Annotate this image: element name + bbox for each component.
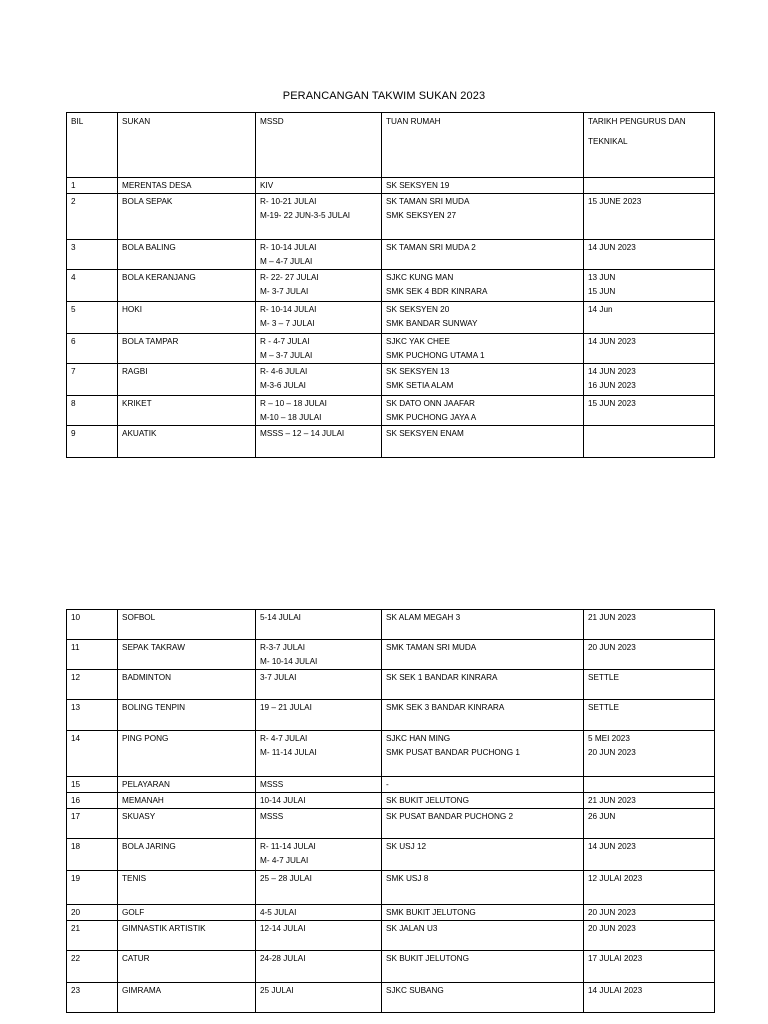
- cell-tarikh-line: 14 JUN 2023: [588, 367, 636, 376]
- cell-sukan: SOFBOL: [118, 610, 256, 640]
- cell-bil: 4: [67, 270, 118, 302]
- cell-tarikh-line: 16 JUN 2023: [588, 381, 636, 390]
- cell-tarikh-line: 20 JUN 2023: [588, 748, 636, 757]
- cell-bil: 16: [67, 793, 118, 809]
- table-row: [67, 670, 715, 700]
- cell-mssd-line: MSSS: [260, 780, 284, 789]
- cell-tuan-rumah-line: SMK SEK 4 BDR KINRARA: [386, 287, 488, 296]
- cell-bil: 12: [67, 670, 118, 700]
- table-row: [67, 700, 715, 731]
- cell-mssd: [256, 426, 382, 458]
- cell-bil: 6: [67, 334, 118, 364]
- table-row: [67, 983, 715, 1013]
- cell-bil: 5: [67, 302, 118, 334]
- cell-mssd-line: R- 10-21 JULAI: [260, 197, 317, 206]
- cell-mssd-line: KIV: [260, 181, 274, 190]
- cell-tuan-rumah-line: SK BUKIT JELUTONG: [386, 954, 469, 963]
- cell-tuan-rumah: [382, 839, 584, 871]
- cell-tarikh-line: 14 JULAI 2023: [588, 986, 643, 995]
- cell-mssd-line: R- 11-14 JULAI: [260, 842, 316, 851]
- cell-bil: 10: [67, 610, 118, 640]
- cell-tarikh: [584, 921, 715, 951]
- cell-tuan-rumah-line: SK TAMAN SRI MUDA 2: [386, 243, 476, 252]
- cell-tarikh-line: 15 JUN 2023: [588, 399, 636, 408]
- cell-tarikh: [584, 905, 715, 921]
- cell-mssd: [256, 839, 382, 871]
- cell-tuan-rumah-line: SMK SETIA ALAM: [386, 381, 454, 390]
- cell-sukan: RAGBI: [118, 364, 256, 396]
- cell-tarikh: [584, 194, 715, 240]
- header-tarikh: [584, 113, 715, 178]
- cell-tuan-rumah: [382, 240, 584, 270]
- cell-tarikh-line: 5 MEI 2023: [588, 734, 630, 743]
- cell-tarikh-line: 14 JUN 2023: [588, 842, 636, 851]
- cell-tuan-rumah: [382, 951, 584, 983]
- cell-tuan-rumah-line: SMK BUKIT JELUTONG: [386, 908, 476, 917]
- cell-tuan-rumah: [382, 364, 584, 396]
- cell-mssd: [256, 905, 382, 921]
- cell-tarikh: [584, 240, 715, 270]
- cell-tuan-rumah: [382, 700, 584, 731]
- cell-mssd-line: M-3-6 JULAI: [260, 381, 306, 390]
- table-row: [67, 194, 715, 240]
- header-tarikh-line-1: TARIKH PENGURUS DAN: [588, 117, 686, 126]
- table-row: [67, 793, 715, 809]
- cell-tarikh: [584, 364, 715, 396]
- table-row: [67, 334, 715, 364]
- cell-mssd: [256, 334, 382, 364]
- cell-tarikh-line: 21 JUN 2023: [588, 796, 636, 805]
- cell-tarikh: [584, 951, 715, 983]
- cell-tuan-rumah-line: SMK PUSAT BANDAR PUCHONG 1: [386, 748, 520, 757]
- cell-tarikh-line: 20 JUN 2023: [588, 643, 636, 652]
- table-row: [67, 302, 715, 334]
- cell-mssd: [256, 302, 382, 334]
- table-row: [67, 426, 715, 458]
- cell-mssd-line: M – 3-7 JULAI: [260, 351, 313, 360]
- cell-tuan-rumah: [382, 334, 584, 364]
- cell-bil: 18: [67, 839, 118, 871]
- cell-tarikh-line: 13 JUN: [588, 273, 616, 282]
- cell-tarikh-line: 21 JUN 2023: [588, 613, 636, 622]
- cell-mssd-line: 10-14 JULAI: [260, 796, 306, 805]
- cell-sukan: MERENTAS DESA: [118, 178, 256, 194]
- cell-tuan-rumah: [382, 194, 584, 240]
- cell-mssd-line: 5-14 JULAI: [260, 613, 301, 622]
- cell-bil: 15: [67, 777, 118, 793]
- cell-mssd: [256, 777, 382, 793]
- header-tuan-rumah: TUAN RUMAH: [382, 113, 584, 178]
- cell-tuan-rumah-line: SMK PUCHONG JAYA A: [386, 413, 477, 422]
- cell-mssd-line: R- 4-7 JULAI: [260, 734, 308, 743]
- cell-tuan-rumah-line: SK SEKSYEN ENAM: [386, 429, 464, 438]
- cell-tarikh-line: SETTLE: [588, 673, 619, 682]
- cell-tuan-rumah: [382, 178, 584, 194]
- table-row: [67, 921, 715, 951]
- header-tarikh-line-2: TEKNIKAL: [588, 137, 628, 146]
- cell-tarikh: [584, 871, 715, 905]
- cell-mssd-line: MSSS – 12 – 14 JULAI: [260, 429, 345, 438]
- cell-sukan: BADMINTON: [118, 670, 256, 700]
- cell-bil: 23: [67, 983, 118, 1013]
- cell-mssd: [256, 809, 382, 839]
- table-row: [67, 270, 715, 302]
- cell-tarikh: [584, 334, 715, 364]
- cell-bil: 14: [67, 731, 118, 777]
- cell-mssd-line: M- 10-14 JULAI: [260, 657, 318, 666]
- cell-bil: 21: [67, 921, 118, 951]
- cell-bil: 7: [67, 364, 118, 396]
- cell-mssd-line: 25 JULAI: [260, 986, 294, 995]
- cell-tarikh-line: 14 JUN 2023: [588, 337, 636, 346]
- cell-mssd: [256, 670, 382, 700]
- cell-bil: 8: [67, 396, 118, 426]
- cell-tuan-rumah-line: SMK BANDAR SUNWAY: [386, 319, 478, 328]
- header-mssd: MSSD: [256, 113, 382, 178]
- cell-tarikh: [584, 700, 715, 731]
- cell-sukan: MEMANAH: [118, 793, 256, 809]
- cell-tuan-rumah: [382, 396, 584, 426]
- cell-tuan-rumah-line: -: [386, 780, 389, 789]
- table-2-body: [67, 610, 715, 1013]
- cell-sukan: TENIS: [118, 871, 256, 905]
- cell-tarikh: [584, 640, 715, 670]
- cell-sukan: BOLA TAMPAR: [118, 334, 256, 364]
- cell-tuan-rumah: [382, 610, 584, 640]
- cell-bil: 22: [67, 951, 118, 983]
- cell-tuan-rumah-line: SJKC YAK CHEE: [386, 337, 450, 346]
- cell-tuan-rumah: [382, 809, 584, 839]
- table-row: [67, 364, 715, 396]
- cell-tarikh-line: 26 JUN: [588, 812, 616, 821]
- cell-tuan-rumah-line: SMK USJ 8: [386, 874, 429, 883]
- cell-tuan-rumah-line: SK PUSAT BANDAR PUCHONG 2: [386, 812, 514, 821]
- cell-tuan-rumah-line: SJKC SUBANG: [386, 986, 444, 995]
- table-row: [67, 839, 715, 871]
- table-row: [67, 731, 715, 777]
- table-row: [67, 610, 715, 640]
- cell-tarikh-line: 15 JUNE 2023: [588, 197, 642, 206]
- cell-sukan: PING PONG: [118, 731, 256, 777]
- cell-sukan: AKUATIK: [118, 426, 256, 458]
- sports-calendar-table-1: [66, 112, 715, 458]
- cell-tarikh: [584, 793, 715, 809]
- cell-tarikh-line: 17 JULAI 2023: [588, 954, 643, 963]
- cell-mssd: [256, 921, 382, 951]
- cell-tarikh: [584, 302, 715, 334]
- cell-tuan-rumah: [382, 426, 584, 458]
- table-row: [67, 396, 715, 426]
- cell-tarikh-line: SETTLE: [588, 703, 619, 712]
- cell-tuan-rumah: [382, 640, 584, 670]
- sports-calendar-table-2: [66, 609, 715, 1013]
- cell-mssd: [256, 793, 382, 809]
- cell-mssd-line: M- 3 – 7 JULAI: [260, 319, 315, 328]
- cell-tuan-rumah-line: SK TAMAN SRI MUDA: [386, 197, 470, 206]
- cell-tarikh: [584, 610, 715, 640]
- table-row: [67, 178, 715, 194]
- cell-tarikh: [584, 809, 715, 839]
- cell-bil: 1: [67, 178, 118, 194]
- cell-tuan-rumah-line: SK SEKSYEN 13: [386, 367, 450, 376]
- cell-tuan-rumah-line: SK JALAN U3: [386, 924, 438, 933]
- cell-bil: 9: [67, 426, 118, 458]
- cell-sukan: GIMRAMA: [118, 983, 256, 1013]
- cell-bil: 3: [67, 240, 118, 270]
- cell-bil: 11: [67, 640, 118, 670]
- cell-tarikh: [584, 839, 715, 871]
- table-row: [67, 905, 715, 921]
- cell-bil: 2: [67, 194, 118, 240]
- cell-mssd: [256, 396, 382, 426]
- cell-tuan-rumah: [382, 793, 584, 809]
- cell-tuan-rumah-line: SK SEKSYEN 19: [386, 181, 450, 190]
- cell-mssd-line: R – 10 – 18 JULAI: [260, 399, 327, 408]
- cell-sukan: BOLA BALING: [118, 240, 256, 270]
- cell-mssd: [256, 610, 382, 640]
- cell-mssd-line: 3-7 JULAI: [260, 673, 297, 682]
- cell-tarikh-line: 14 Jun: [588, 305, 613, 314]
- cell-tuan-rumah: [382, 921, 584, 951]
- cell-tarikh: [584, 983, 715, 1013]
- cell-mssd: [256, 951, 382, 983]
- cell-bil: 13: [67, 700, 118, 731]
- cell-mssd-line: R- 10-14 JULAI: [260, 243, 317, 252]
- table-1-body: [67, 113, 715, 458]
- table-row: [67, 640, 715, 670]
- cell-tarikh: [584, 396, 715, 426]
- cell-tuan-rumah-line: SK ALAM MEGAH 3: [386, 613, 461, 622]
- cell-sukan: SEPAK TAKRAW: [118, 640, 256, 670]
- cell-tuan-rumah: [382, 871, 584, 905]
- cell-tuan-rumah: [382, 270, 584, 302]
- cell-mssd-line: 19 – 21 JULAI: [260, 703, 312, 712]
- cell-mssd: [256, 983, 382, 1013]
- cell-mssd-line: R- 4-6 JULAI: [260, 367, 308, 376]
- cell-bil: 17: [67, 809, 118, 839]
- cell-mssd: [256, 240, 382, 270]
- cell-tuan-rumah-line: SMK SEK 3 BANDAR KINRARA: [386, 703, 505, 712]
- cell-tarikh-line: 20 JUN 2023: [588, 908, 636, 917]
- cell-sukan: BOLA SEPAK: [118, 194, 256, 240]
- table-row: [67, 951, 715, 983]
- cell-tarikh: [584, 670, 715, 700]
- cell-tuan-rumah-line: SMK TAMAN SRI MUDA: [386, 643, 477, 652]
- cell-tarikh-line: 14 JUN 2023: [588, 243, 636, 252]
- cell-tuan-rumah-line: SMK SEKSYEN 27: [386, 211, 457, 220]
- cell-mssd: [256, 871, 382, 905]
- document-title: PERANCANGAN TAKWIM SUKAN 2023: [282, 90, 486, 102]
- cell-mssd-line: 25 – 28 JULAI: [260, 874, 312, 883]
- cell-tuan-rumah-line: SJKC HAN MING: [386, 734, 451, 743]
- cell-tuan-rumah: [382, 905, 584, 921]
- header-sukan: SUKAN: [118, 113, 256, 178]
- cell-mssd-line: 24-28 JULAI: [260, 954, 306, 963]
- cell-bil: 19: [67, 871, 118, 905]
- cell-mssd-line: R- 22- 27 JULAI: [260, 273, 319, 282]
- cell-mssd: [256, 640, 382, 670]
- cell-tuan-rumah-line: SK DATO ONN JAAFAR: [386, 399, 475, 408]
- cell-tarikh: [584, 426, 715, 458]
- table-row: [67, 777, 715, 793]
- cell-tarikh: [584, 270, 715, 302]
- cell-sukan: CATUR: [118, 951, 256, 983]
- header-bil: BIL: [67, 113, 118, 178]
- table-header-row: [67, 113, 715, 178]
- cell-tuan-rumah-line: SK SEK 1 BANDAR KINRARA: [386, 673, 498, 682]
- cell-mssd-line: M- 4-7 JULAI: [260, 856, 309, 865]
- cell-tarikh: [584, 178, 715, 194]
- cell-tuan-rumah-line: SK BUKIT JELUTONG: [386, 796, 469, 805]
- cell-sukan: HOKI: [118, 302, 256, 334]
- cell-tuan-rumah-line: SK SEKSYEN 20: [386, 305, 450, 314]
- table-row: [67, 809, 715, 839]
- cell-sukan: PELAYARAN: [118, 777, 256, 793]
- cell-mssd: [256, 194, 382, 240]
- cell-mssd-line: MSSS: [260, 812, 284, 821]
- cell-tuan-rumah-line: SJKC KUNG MAN: [386, 273, 454, 282]
- cell-tuan-rumah: [382, 731, 584, 777]
- cell-mssd-line: M- 3-7 JULAI: [260, 287, 309, 296]
- cell-mssd-line: M- 11-14 JULAI: [260, 748, 317, 757]
- cell-mssd-line: M-10 – 18 JULAI: [260, 413, 322, 422]
- cell-tuan-rumah-line: SMK PUCHONG UTAMA 1: [386, 351, 485, 360]
- cell-tuan-rumah: [382, 983, 584, 1013]
- cell-sukan: GOLF: [118, 905, 256, 921]
- cell-sukan: KRIKET: [118, 396, 256, 426]
- cell-tarikh-line: 15 JUN: [588, 287, 616, 296]
- cell-tarikh: [584, 731, 715, 777]
- cell-mssd: [256, 270, 382, 302]
- cell-mssd: [256, 731, 382, 777]
- cell-sukan: BOLING TENPIN: [118, 700, 256, 731]
- cell-tuan-rumah: [382, 302, 584, 334]
- cell-mssd-line: M-19- 22 JUN-3-5 JULAI: [260, 211, 351, 220]
- cell-mssd-line: R- 10-14 JULAI: [260, 305, 317, 314]
- cell-mssd-line: 4-5 JULAI: [260, 908, 297, 917]
- cell-mssd-line: R-3-7 JULAI: [260, 643, 306, 652]
- cell-tuan-rumah-line: SK USJ 12: [386, 842, 427, 851]
- cell-tarikh-line: 20 JUN 2023: [588, 924, 636, 933]
- cell-sukan: BOLA JARING: [118, 839, 256, 871]
- cell-sukan: SKUASY: [118, 809, 256, 839]
- cell-sukan: GIMNASTIK ARTISTIK: [118, 921, 256, 951]
- cell-tarikh-line: 12 JULAI 2023: [588, 874, 643, 883]
- cell-mssd-line: 12-14 JULAI: [260, 924, 306, 933]
- table-row: [67, 871, 715, 905]
- cell-tarikh: [584, 777, 715, 793]
- cell-mssd: [256, 364, 382, 396]
- cell-mssd-line: M – 4-7 JULAI: [260, 257, 313, 266]
- cell-sukan: BOLA KERANJANG: [118, 270, 256, 302]
- table-row: [67, 240, 715, 270]
- cell-mssd: [256, 178, 382, 194]
- cell-tuan-rumah: [382, 777, 584, 793]
- cell-mssd: [256, 700, 382, 731]
- cell-mssd-line: R - 4-7 JULAI: [260, 337, 310, 346]
- cell-tuan-rumah: [382, 670, 584, 700]
- cell-bil: 20: [67, 905, 118, 921]
